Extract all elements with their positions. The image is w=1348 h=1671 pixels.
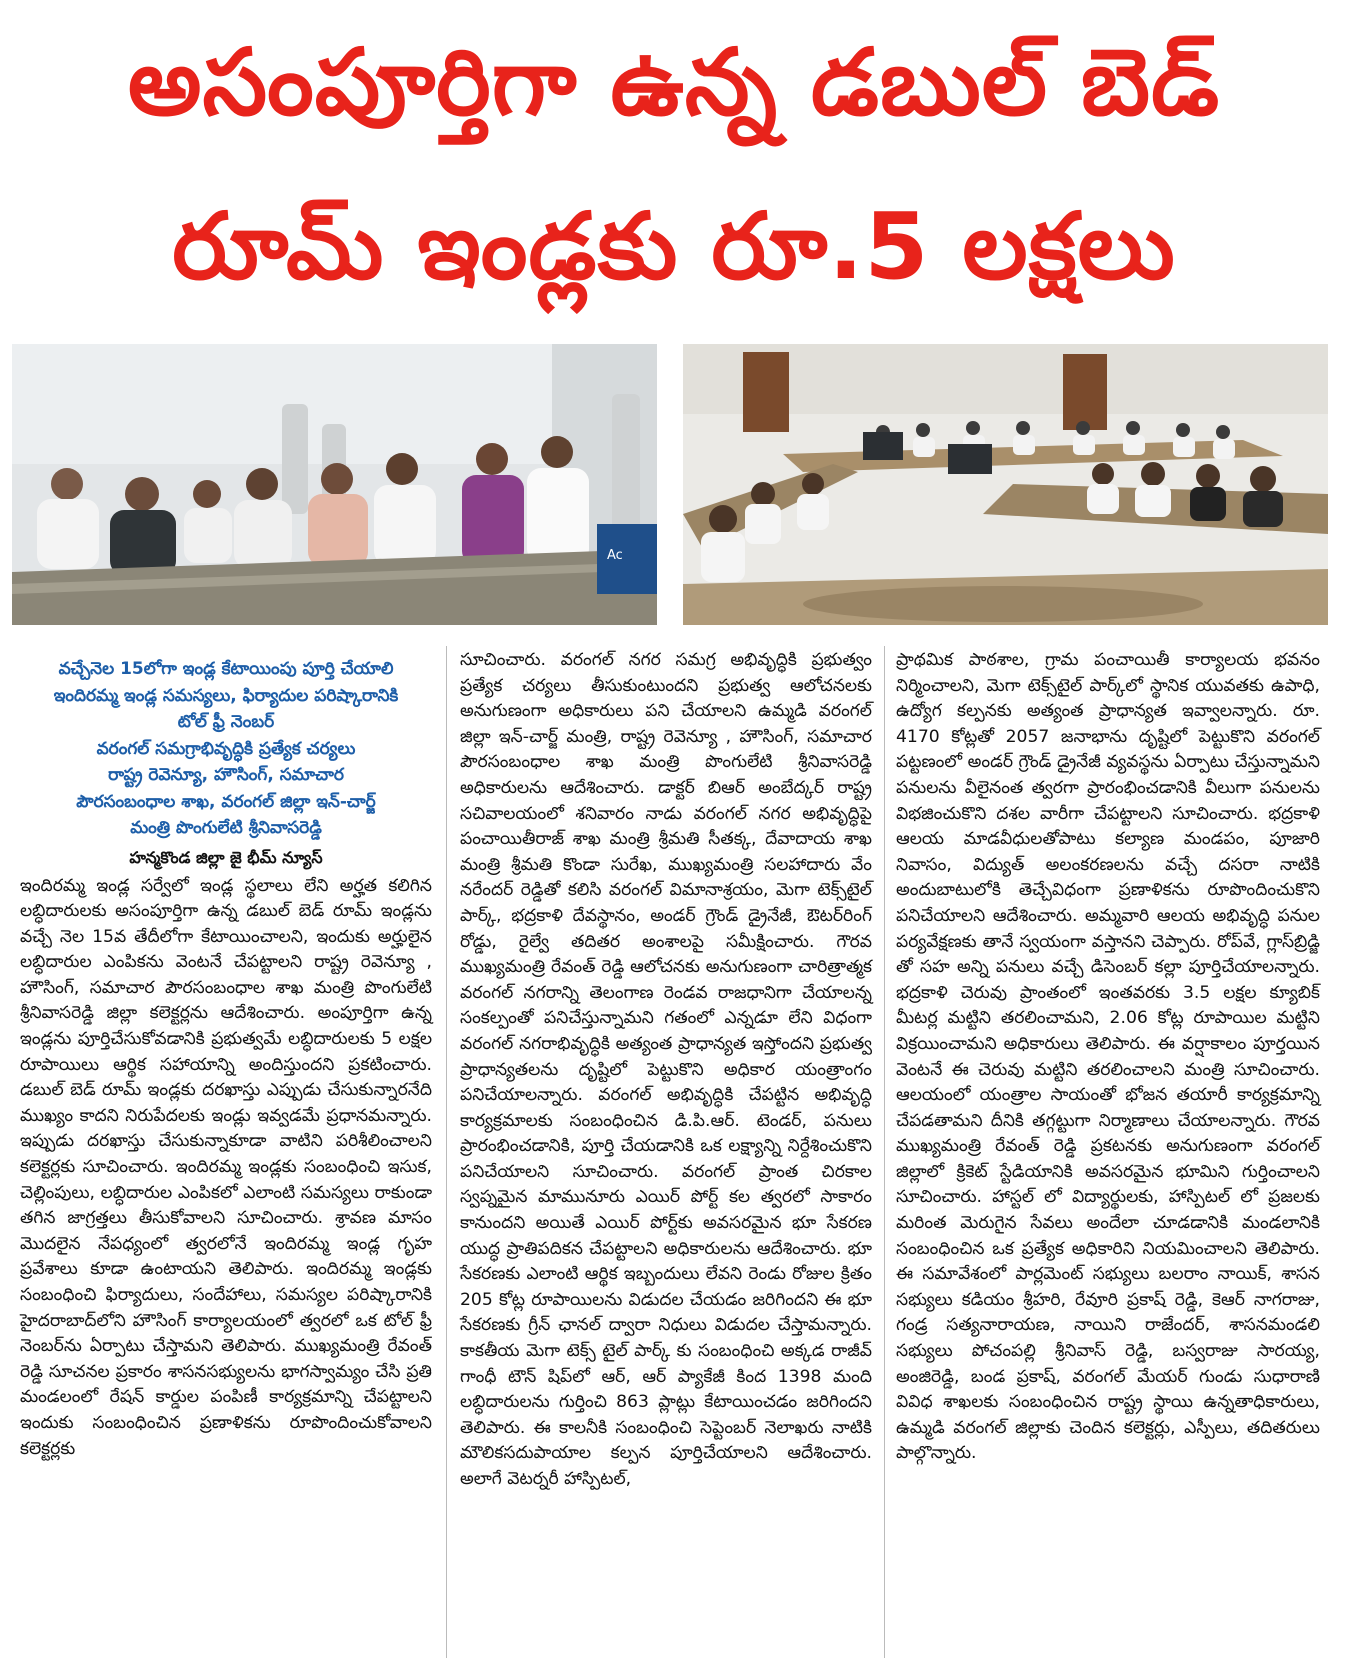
monitor-label: Ac [607, 548, 623, 563]
subheadline-block [20, 656, 432, 842]
column-divider [884, 646, 885, 1658]
headline-line-2: రూమ్ ఇండ్లకు రూ.5 లక్షలు [172, 193, 1176, 300]
meeting-photo-right [683, 344, 1328, 625]
meeting-photo-right-illustration [683, 344, 1328, 625]
subheadline: వచ్చేనెల 15లోగా ఇండ్ల కేటాయింపు పూర్తి చేయాలి [58, 659, 394, 679]
subheadline: రాష్ట్ర రెవెన్యూ, హౌసింగ్, సమాచార [108, 765, 344, 785]
subheadline: ఇందిరమ్మ ఇండ్ల సమస్యలు, ఫిర్యాదుల పరిష్కారానికి [53, 685, 399, 706]
article-text: సూచించారు. వరంగల్ నగర సమగ్ర అభివృద్ధికి ప్రభుత్వం ప్రత్యేక చర్యలు తీసుకుంటుందని ప్రభుత్వ ఆలోచనలకు అనుగుణంగా అధికారులు పని చేయాలని ఉమ్మడి వరంగల్ జిల్లా ఇన్-చార్జ్ మంత్రి, రాష్ట్ర రెవెన్యూ , హౌసింగ్, సమాచార పౌరసంబంధాల శాఖ మంత్రి పొంగులేటి శ్రీనివాసరెడ్డి అధికారులను ఆదేశించారు. డాక్టర్ బిఆర్ అంబేద్కర్ రాష్ట్ర సచివాలయంలో శనివారం నాడు వరంగల్ నగర అభివృద్ధిపై పంచాయితీరాజ్ శాఖ మంత్రి శ్రీమతి సీతక్క, దేవాదాయ శాఖ మంత్రి శ్రీమతి కొండా సురేఖ, ముఖ్యమంత్రి సలహాదారు వేం నరేందర్ రెడ్డితో కలిసి వరంగల్ విమానాశ్రయం, మెగా టెక్స్‌టైల్ పార్క్, భద్రకాళి దేవస్థానం, అండర్ గ్రౌండ్ డ్రైనేజీ, ఔటర్‌రింగ్ రోడ్డు, రైల్వే తదితర అంశాలపై సమీక్షించారు. గౌరవ ముఖ్యమంత్రి రేవంత్ రెడ్డి ఆలోచనకు అనుగుణంగా చారిత్రాత్మక వరంగల్ నగరాన్ని తెలంగాణ రెండవ రాజధానిగా చేయాలన్న సంకల్పంతో పనిచేస్తున్నామని గతంలో ఎన్నడూ లేని విధంగా వరంగల్ నగరాభివృద్ధికి అత్యంత ప్రాధాన్యత ఇస్తోందని ప్రభుత్వ ప్రాధాన్యతలను దృష్టిలో పెట్టుకొని అధికార యంత్రాంగం పనిచేయాలన్నారు. వరంగల్ అభివృద్ధికి చేపట్టిన అభివృద్ధి కార్యక్రమాలకు సంబంధించిన డి.పి.ఆర్. టెండర్, పనులు ప్రారంభించడానికి, పూర్తి చేయడానికి ఒక లక్ష్యాన్ని నిర్దేశించుకొని పనిచేయాలని సూచించారు. వరంగల్ ప్రాంత చిరకాల స్వప్నమైన మామునూరు ఎయిర్ పోర్ట్ కల త్వరలో సాకారం కానుందని అయితే ఎయిర్ పోర్ట్‌కు అవసరమైన భూ సేకరణ యుద్ధ ప్రాతిపదికన చేపట్టాలని అధికారులను ఆదేశించారు. భూ సేకరణకు ఎలాంటి ఆర్థిక ఇబ్బందులు లేవని రెండు రోజుల క్రితం 205 కోట్ల రూపాయిలను విడుదల చేయడం జరిగిందని ఈ భూ సేకరణకు గ్రీన్ ఛానల్ ద్వారా నిధులు విడుదల చేస్తామన్నారు. కాకతీయ మెగా టెక్స్ టైల్ పార్క్ కు సంబంధించి అక్కడ రాజీవ్ గాంధీ టౌన్ షిప్‌లో ఆర్, ఆర్ ప్యాకేజీ కింద 1398 మంది లబ్ధిదారులను గుర్తించి 863 ప్లాట్లు కేటాయించడం జరిగిందని తెలిపారు. ఈ కాలనీకి సంబంధించి సెప్టెంబర్ నెలాఖరు నాటికి మౌలికసదుపాయాల కల్పన పూర్తిచేయాలని ఆదేశించారు. అలాగే వెటర్నరీ హాస్పిటల్, [460, 650, 872, 1489]
subheadline: టోల్ ఫ్రీ నెంబర్ [177, 712, 275, 732]
subheadline: మంత్రి పొంగులేటి శ్రీనివాసరెడ్డి [130, 818, 322, 838]
article-column-3 [896, 648, 1320, 1467]
subheadline: వరంగల్ సమగ్రాభివృద్ధికి ప్రత్యేక చర్యలు [96, 738, 356, 759]
column-divider [446, 646, 447, 1658]
article-text: ప్రాథమిక పాఠశాల, గ్రామ పంచాయితీ కార్యాలయ భవనం నిర్మించాలని, మెగా టెక్స్‌టైల్ పార్క్‌లో స్థానిక యువతకు ఉపాధి, ఉద్యోగ కల్పనకు అత్యంత ప్రాధాన్యత ఇవ్వాలన్నారు. రూ. 4170 కోట్లతో 2057 జనాభాను దృష్టిలో పెట్టుకొని వరంగల్ పట్టణంలో అండర్ గ్రౌండ్ డ్రైనేజీ వ్యవస్థను ఏర్పాటు చేస్తున్నామని పనులను వీలైనంత త్వరగా ప్రారంభించడానికి వీలుగా పనులను విభజించుకొని దశల వారీగా చేపట్టాలని సూచించారు. భద్రకాళి ఆలయ మాడవీధులతోపాటు కల్యాణ మండపం, పూజారి నివాసం, విద్యుత్ అలంకరణలను వచ్చే దసరా నాటికి అందుబాటులోకి తెచ్చేవిధంగా ప్రణాళికను రూపొందించుకొని పనిచేయాలని ఆదేశించారు. అమ్మవారి ఆలయ అభివృద్ధి పనుల పర్యవేక్షణకు తానే స్వయంగా వస్తానని చెప్పారు. రోప్‌వే, గ్లాస్‌బ్రిడ్జి తో సహ అన్ని పనులు వచ్చే డిసెంబర్ కల్లా పూర్తిచేయాలన్నారు. భద్రకాళి చెరువు ప్రాంతంలో ఇంతవరకు 3.5 లక్షల క్యూబిక్ మీటర్ల మట్టిని తరలించామని, 2.06 కోట్ల రూపాయిల మట్టిని విక్రయించామని అధికారులు తెలిపారు. ఈ వర్షాకాలం పూర్తయిన వెంటనే ఈ చెరువు మట్టిని తరలించాలని మంత్రి సూచించారు. ఆలయంలో యంత్రాల సాయంతో భోజన తయారీ కార్యక్రమాన్ని చేపడతామని దీనికి తగ్గట్టుగా నిర్మాణాలు చేయాలన్నారు. గౌరవ ముఖ్యమంత్రి రేవంత్ రెడ్డి ప్రకటనకు అనుగుణంగా వరంగల్ జిల్లాలో క్రికెట్ స్టేడియానికి అవసరమైన భూమిని గుర్తించాలని సూచించారు. హాస్టల్ లో విద్యార్థులకు, హాస్పిటల్ లో ప్రజలకు మరింత మెరుగైన సేవలు అందేలా చూడడానికి మండలానికి సంబంధించిన ఒక ప్రత్యేక అధికారిని నియమించాలని తెలిపారు. ఈ సమావేశంలో పార్లమెంట్ సభ్యులు బలరాం నాయిక్, శాసన సభ్యులు కడియం శ్రీహరి, రేవూరి ప్రకాష్ రెడ్డి, కెఆర్ నాగరాజు, గండ్ర సత్యనారాయణ, నాయిని రాజేందర్, శాసనమండలి సభ్యులు పోచంపల్లి శ్రీనివాస్ రెడ్డి, బస్వరాజు సారయ్య, అంజిరెడ్డి, బండ ప్రకాష్, వరంగల్ మేయర్ గుండు సుధారాణి వివిధ శాఖలకు సంబంధించిన రాష్ట్ర స్థాయి ఉన్నతాధికారులు, ఉమ్మడి వరంగల్ జిల్లాకు చెందిన కలెక్టర్లు, ఎస్పీలు, తదితరులు పాల్గొన్నారు. [896, 650, 1320, 1464]
article-column-2 [460, 648, 872, 1493]
article-column-1 [20, 648, 432, 1462]
article-text: ఇందిరమ్మ ఇండ్ల సర్వేలో ఇండ్ల స్థలాలు లేని అర్హత కలిగిన లబ్ధిదారులకు అసంపూర్తిగా ఉన్న డబుల్ బెడ్ రూమ్ ఇండ్లను వచ్చే నెల 15వ తేదీలోగా కేటాయించాలని, ఇందుకు అర్హులైన లబ్ధిదారుల ఎంపికను వెంటనే చేపట్టాలని రాష్ట్ర రెవెన్యూ , హౌసింగ్, సమాచార పౌరసంబంధాల శాఖ మంత్రి పొంగులేటి శ్రీనివాసరెడ్డి జిల్లా కలెక్టర్లను ఆదేశించారు. అంపూర్తిగా ఉన్న ఇండ్లను పూర్తిచేసుకోవడానికి ప్రభుత్వమే లబ్ధిదారులకు 5 లక్షల రూపాయిలు ఆర్థిక సహాయాన్ని అందిస్తుందని ప్రకటించారు. డబుల్ బెడ్ రూమ్ ఇండ్లకు దరఖాస్తు ఎప్పుడు చేసుకున్నారనేది ముఖ్యం కాదని నిరుపేదలకు ఇండ్లు ఇవ్వడమే ప్రధానమన్నారు. ఇప్పుడు దరఖాస్తు చేసుకున్నాకూడా వాటిని పరిశీలించాలని కలెక్టర్లకు సూచించారు. ఇందిరమ్మ ఇండ్లకు సంబంధించి ఇసుక, చెల్లింపులు, లబ్ధిదారుల ఎంపికలో ఎలాంటి సమస్యలు రాకుండా తగిన జాగ్రత్తలు తీసుకోవాలని సూచించారు. శ్రావణ మాసం మొదలైన నేపధ్యంలో త్వరలోనే ఇందిరమ్మ ఇండ్ల గృహ ప్రవేశాలు కూడా ఉంటాయని తెలిపారు. ఇందిరమ్మ ఇండ్లకు సంబంధించి ఫిర్యాదులు, సందేహాలు, సమస్యల పరిష్కారానికి హైదరాబాద్‌లోని హౌసింగ్ కార్యాలయంలో త్వరలో ఒక టోల్ ఫ్రీ నెంబర్‌ను ఏర్పాటు చేస్తామని తెలిపారు. ముఖ్యమంత్రి రేవంత్ రెడ్డి సూచనల ప్రకారం శాసనసభ్యులను భాగస్వామ్యం చేసి ప్రతి మండలంలో రేషన్ కార్డుల పంపిణీ కార్యక్రమాన్ని చేపట్టాలని ఇందుకు సంబంధించిన ప్రణాళికను రూపొందించుకోవాలని కలెక్టర్లకు [20, 875, 432, 1459]
subheadline: పౌరసంబంధాల శాఖ, వరంగల్ జిల్లా ఇన్-చార్జ్ [76, 791, 376, 812]
byline: హన్మకొండ జిల్లా జై భీమ్ న్యూస్ [129, 847, 323, 867]
meeting-photo-left [12, 344, 657, 625]
meeting-photo-left-illustration [12, 344, 657, 625]
headline-line-1: అసంపూర్తిగా ఉన్న డబుల్ బెడ్ [127, 29, 1221, 136]
